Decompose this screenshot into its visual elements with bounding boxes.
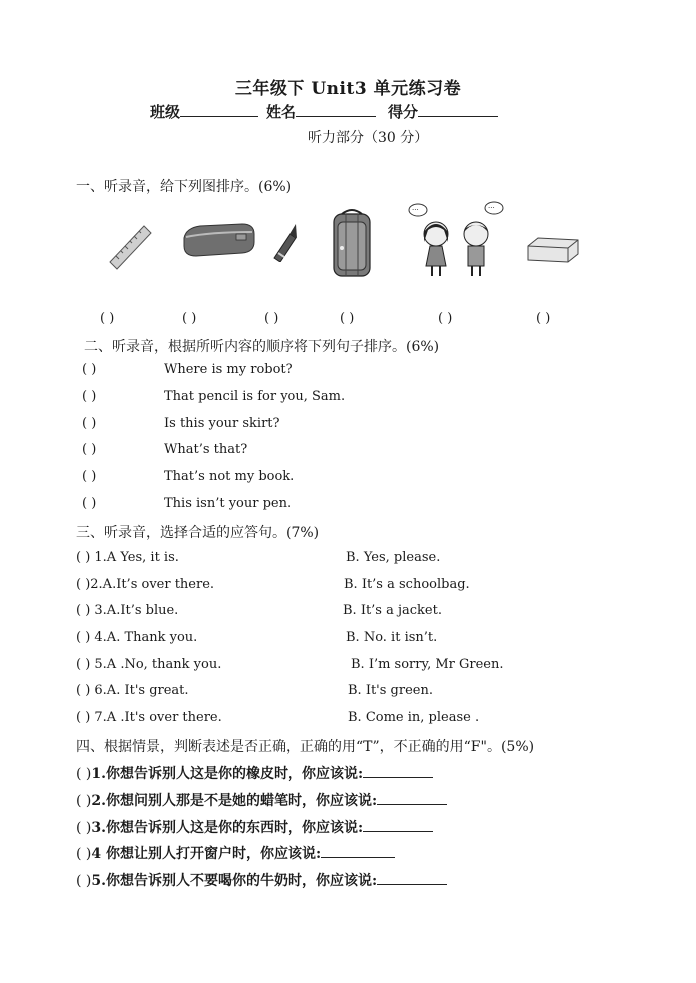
list-item xyxy=(82,442,248,457)
answer-blank[interactable] xyxy=(377,790,447,805)
section1-heading: 一、听录音，给下列图排序。(6%) xyxy=(76,179,292,195)
score-field[interactable] xyxy=(388,101,498,122)
question-option-a: ( ) 4.A. Thank you. xyxy=(76,630,198,645)
question-option-b: B. It's green. xyxy=(348,683,433,698)
answer-paren[interactable]: ( ) xyxy=(82,496,97,511)
name-label: 姓名 xyxy=(266,103,297,121)
list-item xyxy=(76,763,433,783)
question-text: 4 你想让别人打开窗户时，你应该说: xyxy=(91,846,322,862)
order-slot-6[interactable]: ( ) xyxy=(536,311,551,326)
listening-label: 听力部分（30 分） xyxy=(308,130,429,146)
order-slot-3[interactable]: ( ) xyxy=(264,311,279,326)
class-label: 班级 xyxy=(150,103,181,121)
question-text: 2.你想问别人那是不是她的蜡笔时，你应该说: xyxy=(91,793,378,809)
score-blank[interactable] xyxy=(418,102,498,117)
list-item xyxy=(76,790,447,810)
answer-blank[interactable] xyxy=(377,870,447,885)
children-icon xyxy=(406,200,506,280)
order-slot-5[interactable]: ( ) xyxy=(438,311,453,326)
sentence: Is this your skirt? xyxy=(164,416,280,431)
name-blank[interactable] xyxy=(296,102,376,117)
list-item xyxy=(82,416,280,431)
page-title: 三年级下 Unit3 单元练习卷 xyxy=(234,79,462,99)
question-text: 3.你想告诉别人这是你的东西时，你应该说: xyxy=(91,820,364,836)
answer-paren[interactable]: ( ) xyxy=(82,389,97,404)
sentence: What’s that? xyxy=(164,442,248,457)
list-item xyxy=(76,843,395,863)
list-item xyxy=(82,469,295,484)
question-option-a: ( )2.A.It’s over there. xyxy=(76,577,215,592)
answer-paren[interactable]: ( ) xyxy=(82,469,97,484)
order-slot-4[interactable]: ( ) xyxy=(340,311,355,326)
answer-paren[interactable]: ( ) xyxy=(82,416,97,431)
question-option-a: ( ) 6.A. It's great. xyxy=(76,683,189,698)
eraser-icon xyxy=(524,234,582,264)
answer-paren[interactable]: ( ) xyxy=(82,442,97,457)
question-option-b: B. I’m sorry, Mr Green. xyxy=(351,657,504,672)
section2-heading: 二、听录音，根据所听内容的顺序将下列句子排序。(6%) xyxy=(84,339,440,355)
sentence: That’s not my book. xyxy=(164,469,295,484)
sentence: Where is my robot? xyxy=(164,362,293,377)
list-item xyxy=(76,817,433,837)
pencil-case-icon xyxy=(180,220,258,260)
question-option-b: B. No. it isn’t. xyxy=(346,630,438,645)
answer-paren[interactable]: ( ) xyxy=(76,793,92,809)
score-label: 得分 xyxy=(388,103,419,121)
question-option-b: B. It’s a schoolbag. xyxy=(344,577,470,592)
class-field[interactable] xyxy=(150,101,258,122)
sentence: That pencil is for you, Sam. xyxy=(164,389,346,404)
question-text: 1.你想告诉别人这是你的橡皮时，你应该说: xyxy=(91,766,364,782)
list-item xyxy=(82,389,346,404)
answer-paren[interactable]: ( ) xyxy=(76,766,92,782)
question-option-b: B. It’s a jacket. xyxy=(343,603,442,618)
ruler-icon xyxy=(104,222,154,272)
order-slot-1[interactable]: ( ) xyxy=(100,311,115,326)
crayon-icon xyxy=(266,222,302,262)
answer-blank[interactable] xyxy=(363,763,433,778)
question-option-a: ( ) 5.A .No, thank you. xyxy=(76,657,222,672)
answer-paren[interactable]: ( ) xyxy=(76,820,92,836)
question-option-b: B. Yes, please. xyxy=(346,550,441,565)
question-text: 5.你想告诉别人不要喝你的牛奶时，你应该说: xyxy=(91,873,378,889)
class-blank[interactable] xyxy=(180,102,258,117)
order-slot-2[interactable]: ( ) xyxy=(182,311,197,326)
list-item xyxy=(82,496,292,511)
svg-text:···: ··· xyxy=(488,204,495,212)
section3-heading: 三、听录音，选择合适的应答句。(7%) xyxy=(76,525,320,541)
question-option-a: ( ) 1.A Yes, it is. xyxy=(76,550,179,565)
section4-heading: 四、根据情景，判断表述是否正确，正确的用“T”，不正确的用“F"。(5%) xyxy=(76,739,535,755)
schoolbag-icon xyxy=(328,208,376,280)
list-item xyxy=(82,362,293,377)
answer-paren[interactable]: ( ) xyxy=(76,873,92,889)
answer-paren[interactable]: ( ) xyxy=(82,362,97,377)
answer-blank[interactable] xyxy=(363,817,433,832)
name-field[interactable] xyxy=(266,101,376,122)
list-item xyxy=(76,870,447,890)
sentence: This isn’t your pen. xyxy=(164,496,292,511)
question-option-a: ( ) 7.A .It's over there. xyxy=(76,710,222,725)
answer-blank[interactable] xyxy=(321,843,395,858)
answer-paren[interactable]: ( ) xyxy=(76,846,92,862)
svg-text:···: ··· xyxy=(412,206,419,214)
question-option-b: B. Come in, please . xyxy=(348,710,480,725)
question-option-a: ( ) 3.A.It’s blue. xyxy=(76,603,179,618)
